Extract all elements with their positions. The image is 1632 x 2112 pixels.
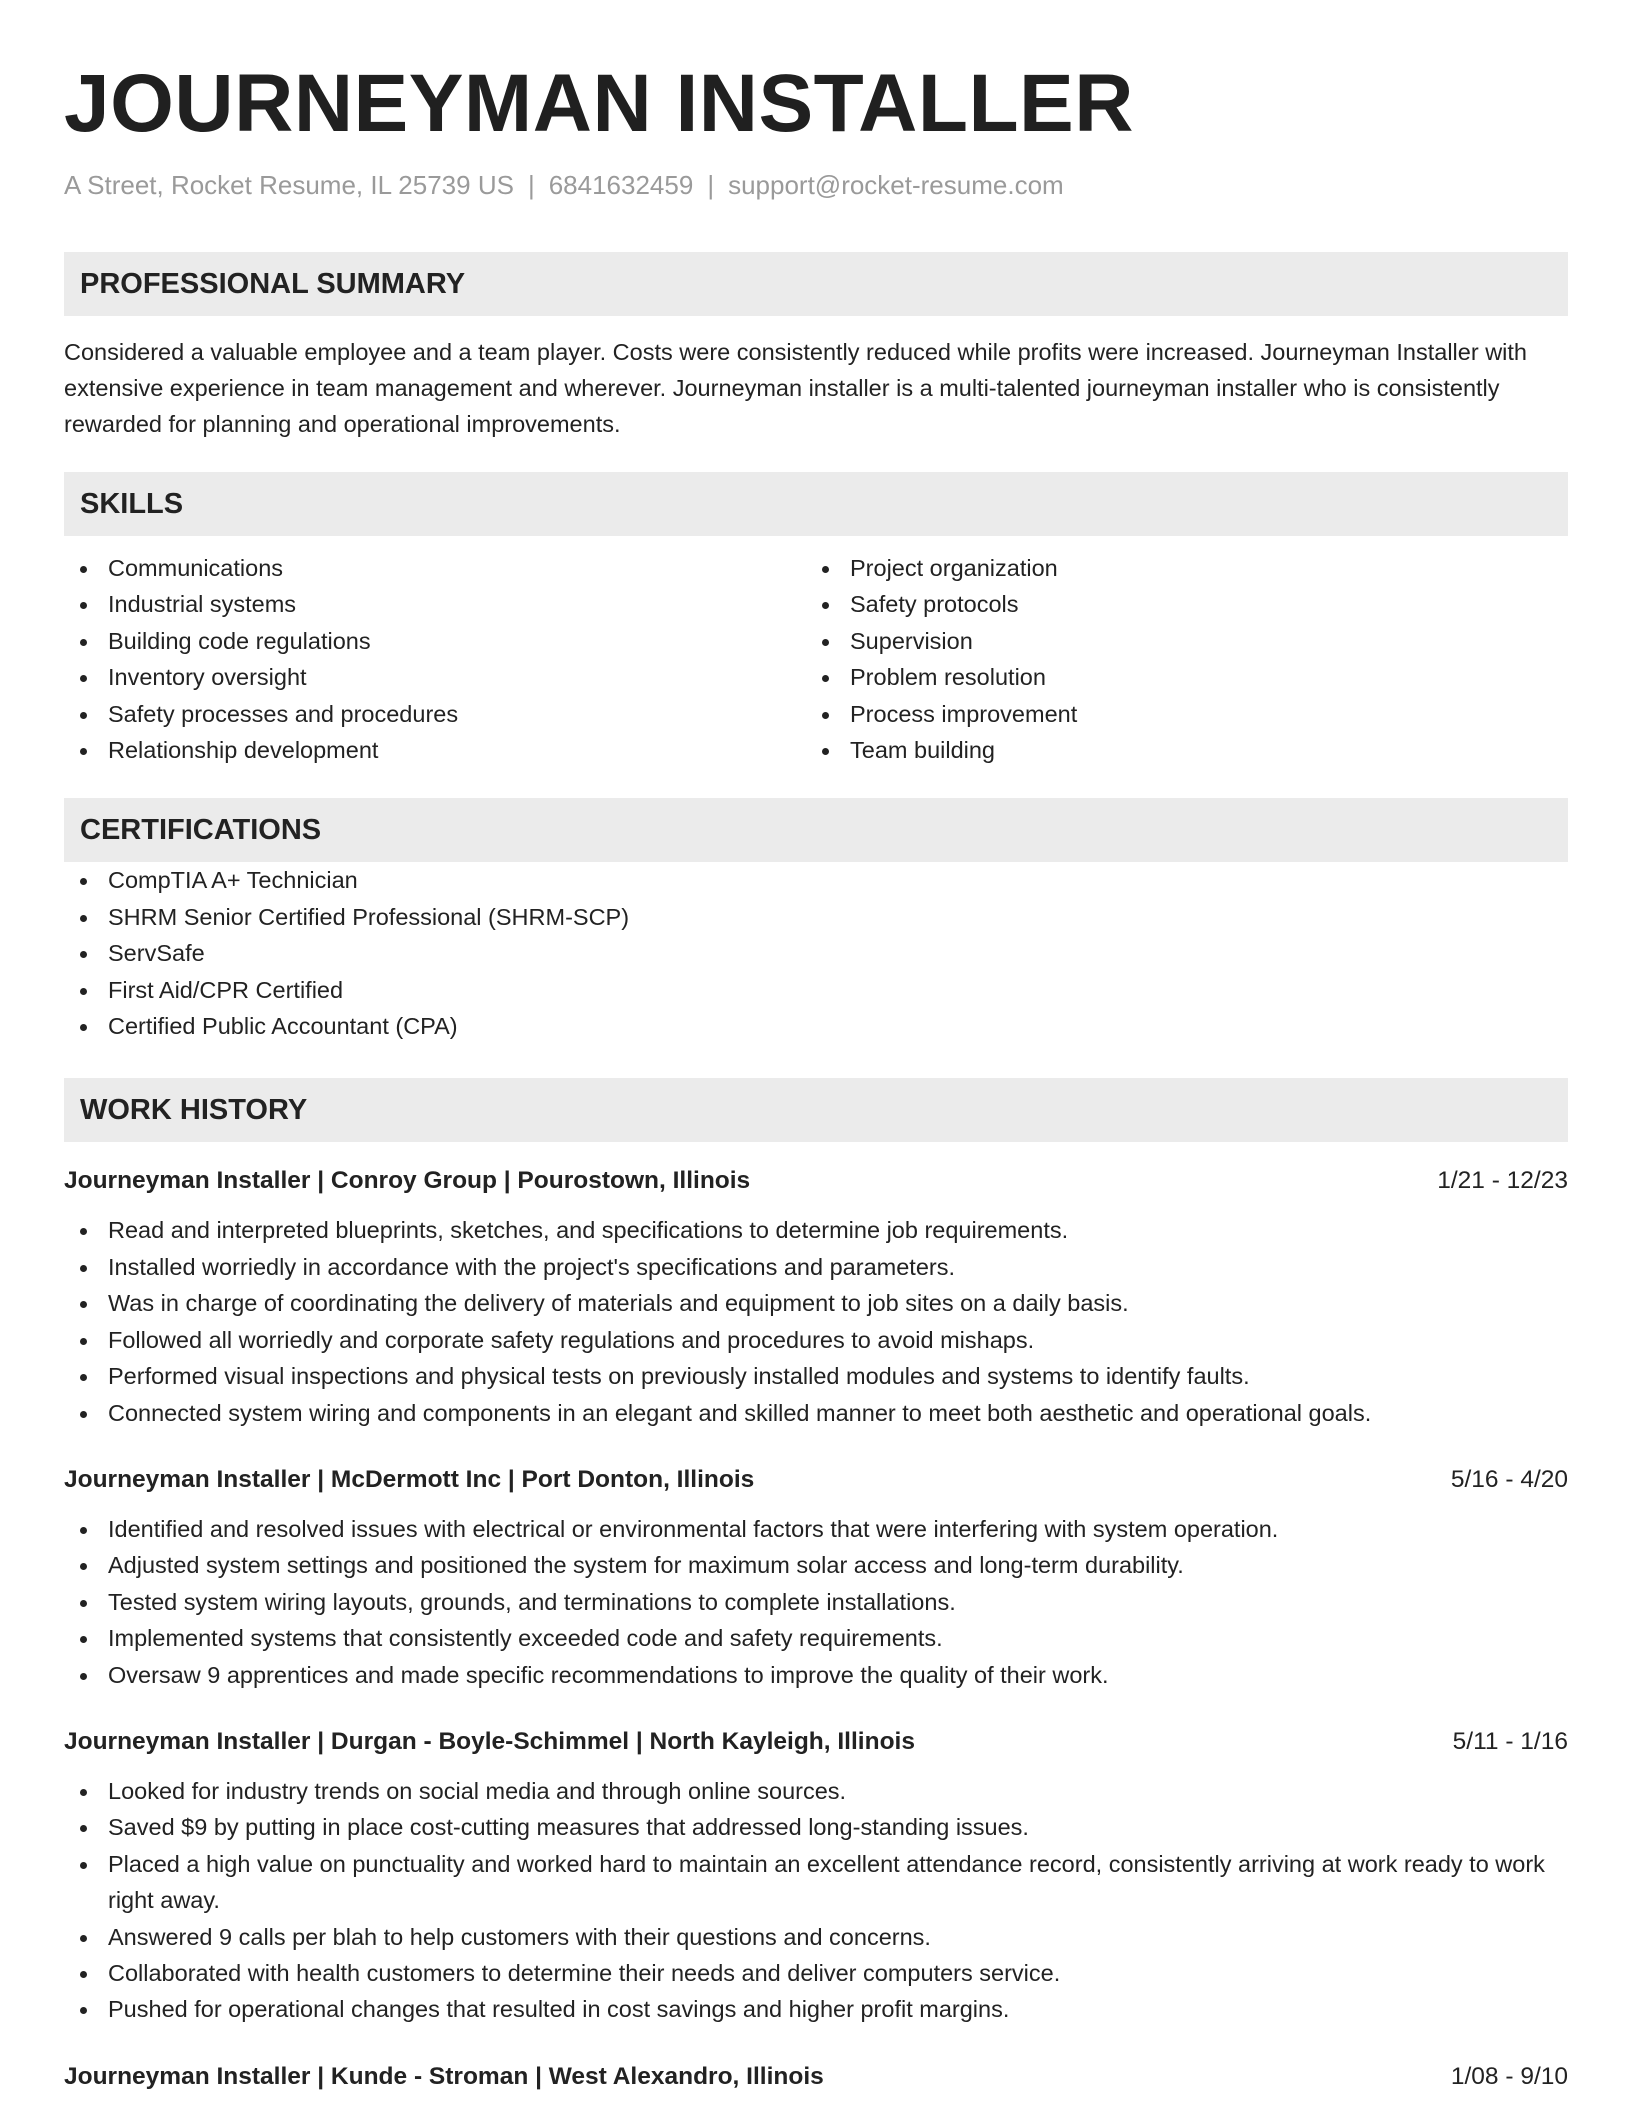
- job-duty-item: Looked for industry trends on social media and through online sources.: [64, 1773, 1568, 1809]
- job-header: [64, 2060, 1568, 2094]
- job-duty-item: Was in charge of coordinating the delivery of materials and equipment to job sites on a daily basis.: [64, 1285, 1568, 1321]
- contact-separator: |: [707, 170, 715, 200]
- job-dates: 5/16 - 4/20: [1450, 1465, 1568, 1493]
- skills-grid: [64, 550, 1568, 768]
- skill-item: Problem resolution: [806, 659, 1548, 695]
- section-header-certifications: CERTIFICATIONS: [64, 798, 1568, 862]
- job-duties-list: [64, 1212, 1568, 1430]
- certification-item: First Aid/CPR Certified: [64, 972, 1568, 1008]
- skill-item: Team building: [806, 732, 1548, 768]
- skill-item: Supervision: [806, 623, 1548, 659]
- job-duty-item: Read and interpreted blueprints, sketches, and specifications to determine job requirements.: [64, 1212, 1568, 1248]
- resume-content: [64, 56, 1568, 2108]
- skills-column-left: [64, 550, 806, 768]
- certification-item: ServSafe: [64, 935, 1568, 971]
- job-entry: [64, 1463, 1568, 1693]
- work-history-list: [64, 1164, 1568, 2093]
- section-header-skills: SKILLS: [64, 472, 1568, 536]
- summary-text: Considered a valuable employee and a team player. Costs were consistently reduced while profits were increased. Journeyman Installer with extensive experience in team management and wherever. Journeyman installer is a multi-talented journeyman installer who is consistently rewarded for planning and operational improvements.: [64, 339, 1527, 437]
- job-dates: 1/21 - 12/23: [1437, 1167, 1568, 1195]
- job-duties-list: [64, 1773, 1568, 2028]
- job-duty-item: Tested system wiring layouts, grounds, and terminations to complete installations.: [64, 1584, 1568, 1620]
- job-duty-item: Followed all worriedly and corporate safety regulations and procedures to avoid mishaps.: [64, 1322, 1568, 1358]
- contact-email: support@rocket-resume.com: [728, 170, 1064, 200]
- skill-item: Safety processes and procedures: [64, 696, 806, 732]
- job-dates: 5/11 - 1/16: [1452, 1727, 1568, 1755]
- job-title: Journeyman Installer | Durgan - Boyle-Schimmel | North Kayleigh, Illinois: [64, 1727, 915, 1755]
- job-duty-item: Adjusted system settings and positioned the system for maximum solar access and long-term durability.: [64, 1547, 1568, 1583]
- skill-item: Inventory oversight: [64, 659, 806, 695]
- certification-item: SHRM Senior Certified Professional (SHRM-SCP): [64, 899, 1568, 935]
- contact-line: [64, 168, 1568, 202]
- job-duty-item: Saved $9 by putting in place cost-cutting measures that addressed long-standing issues.: [64, 1809, 1568, 1845]
- job-duty-item: Oversaw 9 apprentices and made specific recommendations to improve the quality of their work.: [64, 1657, 1568, 1693]
- section-header-work-history: WORK HISTORY: [64, 1078, 1568, 1142]
- job-duty-item: Pushed for operational changes that resulted in cost savings and higher profit margins.: [64, 1991, 1568, 2027]
- skill-item: Project organization: [806, 550, 1548, 586]
- skill-item: Communications: [64, 550, 806, 586]
- section-header-summary: PROFESSIONAL SUMMARY: [64, 252, 1568, 316]
- job-duty-item: Collaborated with health customers to determine their needs and deliver computers service.: [64, 1955, 1568, 1991]
- contact-address: A Street, Rocket Resume, IL 25739 US: [64, 170, 514, 200]
- job-duty-item: Identified and resolved issues with electrical or environmental factors that were interfering with system operation.: [64, 1511, 1568, 1547]
- job-entry: [64, 1725, 1568, 2028]
- contact-phone: 6841632459: [548, 170, 694, 200]
- job-duty-item: Installed worriedly in accordance with the project's specifications and parameters.: [64, 1249, 1568, 1285]
- job-duty-item: Connected system wiring and components in an elegant and skilled manner to meet both aesthetic and operational goals.: [64, 1395, 1568, 1431]
- job-duty-item: Answered 9 calls per blah to help customers with their questions and concerns.: [64, 1919, 1568, 1955]
- certifications-list: [64, 862, 1568, 1044]
- job-title: Journeyman Installer | Conroy Group | Pourostown, Illinois: [64, 1167, 751, 1195]
- candidate-name: JOURNEYMAN INSTALLER: [64, 58, 1134, 149]
- job-duties-list: [64, 1511, 1568, 1693]
- contact-separator: |: [527, 170, 535, 200]
- job-dates: 1/08 - 9/10: [1450, 2062, 1568, 2090]
- skills-column-right: [806, 550, 1548, 768]
- certification-item: Certified Public Accountant (CPA): [64, 1008, 1568, 1044]
- job-header: [64, 1463, 1568, 1497]
- skill-item: Safety protocols: [806, 586, 1548, 622]
- job-title: Journeyman Installer | Kunde - Stroman | West Alexandro, Illinois: [64, 2062, 824, 2090]
- job-header: [64, 1164, 1568, 1198]
- job-entry: [64, 2060, 1568, 2094]
- skill-item: Process improvement: [806, 696, 1548, 732]
- job-duty-item: Placed a high value on punctuality and worked hard to maintain an excellent attendance record, consistently arriving at work ready to work right away.: [64, 1846, 1568, 1919]
- certification-item: CompTIA A+ Technician: [64, 862, 1568, 898]
- job-header: [64, 1725, 1568, 1759]
- skill-item: Industrial systems: [64, 586, 806, 622]
- job-duty-item: Performed visual inspections and physical tests on previously installed modules and systems to identify faults.: [64, 1358, 1568, 1394]
- job-duty-item: Implemented systems that consistently exceeded code and safety requirements.: [64, 1620, 1568, 1656]
- skill-item: Building code regulations: [64, 623, 806, 659]
- job-entry: [64, 1164, 1568, 1430]
- job-title: Journeyman Installer | McDermott Inc | Port Donton, Illinois: [64, 1465, 755, 1493]
- skill-item: Relationship development: [64, 732, 806, 768]
